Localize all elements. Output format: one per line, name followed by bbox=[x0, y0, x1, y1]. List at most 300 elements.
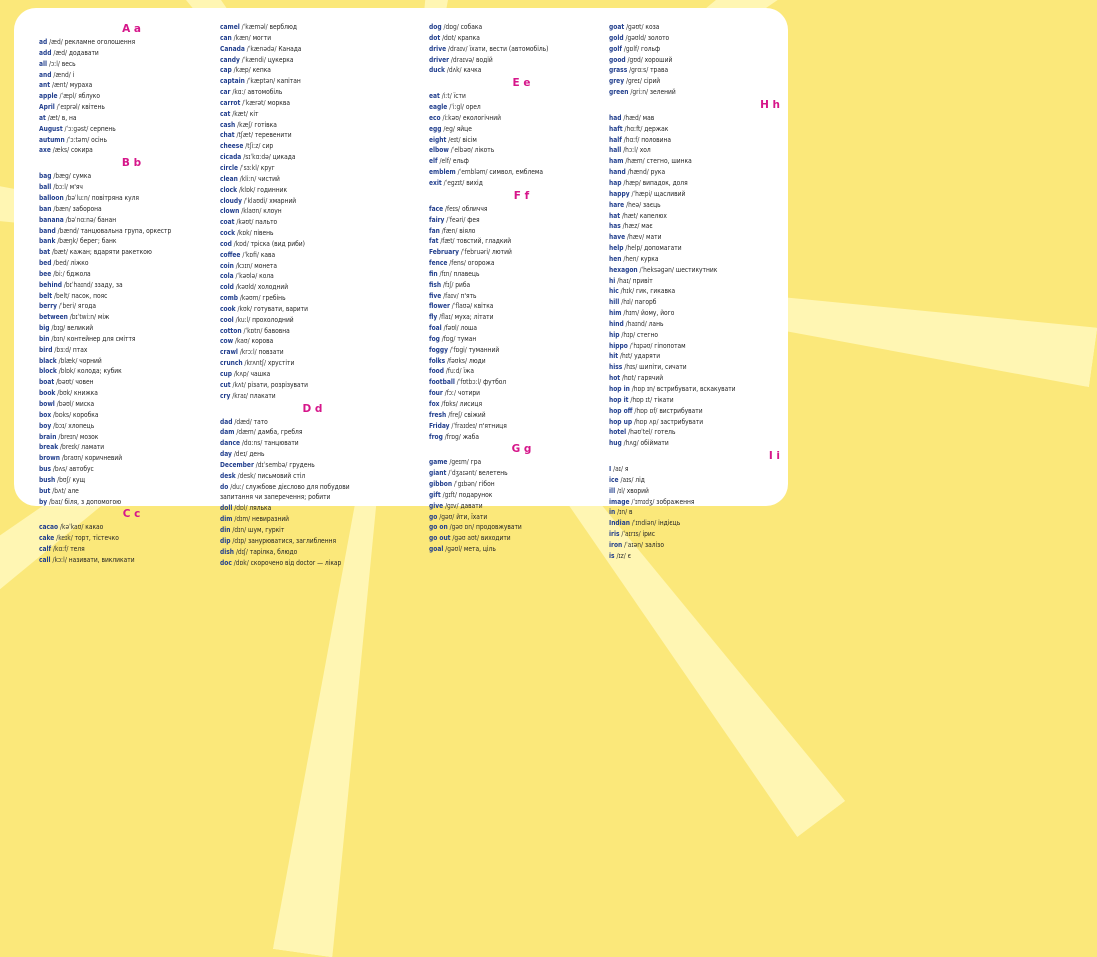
dictionary-entry bbox=[220, 130, 405, 141]
dictionary-entry bbox=[220, 438, 405, 449]
section-letter: E e bbox=[512, 77, 531, 90]
entry-meaning: рекламне оголошення bbox=[64, 38, 136, 46]
entry-transcription: /hɔːl/ bbox=[623, 146, 638, 155]
entry-word: frog bbox=[429, 432, 443, 441]
entry-meaning: квітка bbox=[474, 302, 494, 311]
dictionary-entry bbox=[609, 44, 794, 55]
entry-word: ad bbox=[39, 38, 48, 46]
dictionary-entry bbox=[429, 145, 614, 156]
dictionary-entry bbox=[429, 421, 614, 432]
entry-transcription: /dɪn/ bbox=[232, 525, 247, 534]
entry-word: grey bbox=[609, 77, 625, 86]
dictionary-entry bbox=[609, 395, 794, 406]
entry-transcription: /dɪp/ bbox=[232, 536, 247, 545]
entry-word: ant bbox=[39, 81, 51, 90]
entry-meaning: продовжувати bbox=[475, 523, 522, 532]
entry-meaning: випадок, доля bbox=[642, 178, 688, 187]
entry-meaning: мозок bbox=[79, 432, 99, 441]
entry-meaning: орел bbox=[465, 103, 481, 112]
entry-meaning: сірий bbox=[643, 77, 661, 86]
entry-meaning: човен bbox=[75, 378, 94, 387]
dictionary-entry bbox=[39, 215, 224, 226]
entry-transcription: /kɒk/ bbox=[236, 229, 252, 238]
dictionary-entry bbox=[609, 65, 794, 76]
dictionary-entry bbox=[609, 438, 794, 449]
dictionary-entry bbox=[39, 102, 224, 113]
entry-meaning: мета, ціль bbox=[463, 545, 496, 554]
dictionary-entry bbox=[429, 215, 614, 226]
entry-meaning: тікати bbox=[653, 395, 674, 404]
dictionary-entry bbox=[609, 87, 794, 98]
entry-transcription: /gɒlf/ bbox=[623, 44, 640, 53]
dictionary-entry bbox=[220, 503, 405, 514]
dictionary-entry bbox=[429, 334, 614, 345]
dictionary-entry bbox=[429, 22, 614, 33]
entry-transcription: /ˈfebruəri/ bbox=[460, 248, 490, 257]
entry-transcription: /klɒk/ bbox=[238, 185, 256, 194]
entry-meaning: додавати bbox=[68, 48, 99, 57]
entry-meaning: сумка bbox=[72, 172, 92, 181]
entry-transcription: /ˈsɜːkl/ bbox=[239, 163, 259, 172]
dictionary-entry bbox=[609, 341, 794, 352]
entry-transcription: /hɒp ɪn/ bbox=[631, 385, 655, 393]
entry-meaning: годинник bbox=[257, 185, 288, 194]
entry-meaning: контейнер для сміття bbox=[67, 334, 136, 343]
entry-transcription: /hæp/ bbox=[623, 178, 641, 187]
entry-meaning: вихід bbox=[466, 178, 483, 187]
column-1 bbox=[39, 22, 224, 566]
entry-transcription: /ˈhæpi/ bbox=[631, 189, 653, 198]
dictionary-entry bbox=[39, 70, 224, 81]
dictionary-entry bbox=[220, 547, 405, 558]
entry-word: bag bbox=[39, 172, 52, 181]
entry-meaning: вісім bbox=[462, 135, 477, 144]
entry-word: August bbox=[39, 124, 63, 133]
entry-meaning: цукерка bbox=[267, 55, 294, 64]
entry-meaning: риба bbox=[455, 280, 471, 289]
entry-word: din bbox=[220, 525, 231, 534]
entry-meaning: кіт bbox=[249, 109, 259, 118]
dictionary-entry bbox=[39, 497, 224, 508]
entry-word: hap bbox=[609, 178, 622, 187]
entry-meaning: тарілка, блюдо bbox=[249, 547, 298, 556]
dictionary-entry bbox=[220, 391, 405, 402]
dictionary-entry bbox=[429, 44, 614, 55]
entry-word: hotel bbox=[609, 428, 627, 437]
dictionary-entry bbox=[220, 261, 405, 272]
entry-meaning: гребінь bbox=[262, 294, 286, 303]
entry-meaning: сокира bbox=[71, 146, 93, 155]
entry-word: had bbox=[609, 113, 622, 122]
dictionary-entry bbox=[220, 120, 405, 131]
dictionary-entry bbox=[609, 551, 794, 562]
entry-word: game bbox=[429, 458, 448, 467]
entry-meaning: плакати bbox=[249, 391, 276, 400]
entry-transcription: /fuːd/ bbox=[445, 367, 462, 376]
entry-word: happy bbox=[609, 189, 630, 198]
entry-word: cold bbox=[220, 283, 234, 292]
entry-meaning: повітряна куля bbox=[91, 193, 139, 202]
dictionary-entry bbox=[220, 536, 405, 547]
entry-meaning: подарунок bbox=[458, 490, 493, 499]
entry-word: football bbox=[429, 378, 455, 387]
entry-transcription: /kɔɪn/ bbox=[235, 261, 253, 270]
entry-transcription: /gɪv/ bbox=[445, 501, 459, 510]
section-letter: H h bbox=[760, 98, 780, 111]
entry-word: iris bbox=[609, 530, 620, 539]
entry-transcription: /hɒt/ bbox=[622, 374, 636, 383]
entry-meaning: скорочено від doctor — лікар bbox=[250, 558, 342, 567]
entry-word: cut bbox=[220, 380, 231, 389]
entry-meaning: має bbox=[641, 222, 653, 231]
entry-word: bus bbox=[39, 465, 52, 474]
entry-word: clown bbox=[220, 207, 240, 216]
entry-meaning: корова bbox=[251, 337, 274, 346]
entry-meaning: готівка bbox=[254, 120, 277, 129]
entry-transcription: /kʊk/ bbox=[237, 304, 253, 313]
entry-meaning: символ, емблема bbox=[489, 168, 544, 177]
entry-transcription: /bəʊl/ bbox=[56, 400, 74, 408]
entry-meaning: шипіти, сичати bbox=[639, 363, 687, 372]
entry-meaning: готель bbox=[654, 428, 676, 437]
entry-meaning: письмовий стіл bbox=[257, 471, 306, 480]
dictionary-entry bbox=[429, 156, 614, 167]
dictionary-entry bbox=[39, 258, 224, 269]
entry-transcription: /gəʊld/ bbox=[625, 33, 646, 42]
entry-word: dad bbox=[220, 417, 233, 426]
entry-transcription: /dɒg/ bbox=[443, 23, 459, 31]
dictionary-entry bbox=[429, 167, 614, 178]
dictionary-entry bbox=[39, 145, 224, 156]
entry-meaning: виходити bbox=[480, 534, 511, 543]
entry-word: give bbox=[429, 501, 444, 510]
entry-transcription: /klaʊn/ bbox=[241, 207, 262, 216]
entry-transcription: /kæp/ bbox=[233, 66, 251, 75]
dictionary-entry bbox=[609, 286, 794, 297]
entry-meaning: шестикутник bbox=[675, 265, 718, 274]
entry-transcription: /ˈhɪpəʊ/ bbox=[629, 341, 653, 350]
dictionary-entry bbox=[39, 59, 224, 70]
entry-word: doll bbox=[220, 504, 233, 513]
entry-transcription: /ˈiːgl/ bbox=[449, 103, 464, 112]
entry-transcription: /braʊn/ bbox=[61, 454, 84, 463]
entry-word: captain bbox=[220, 77, 245, 86]
dictionary-entry bbox=[220, 369, 405, 380]
entry-meaning: крапка bbox=[457, 33, 480, 42]
entry-transcription: /greɪ/ bbox=[625, 77, 642, 86]
entry-meaning: кепка bbox=[252, 66, 271, 75]
dictionary-entry bbox=[220, 427, 405, 438]
entry-word: hiss bbox=[609, 363, 623, 372]
entry-transcription: /hɪp/ bbox=[621, 330, 636, 339]
dictionary-entry bbox=[220, 558, 405, 569]
dictionary-entry bbox=[609, 254, 794, 265]
entry-transcription: /hæt/ bbox=[621, 211, 638, 220]
entry-meaning: ельф bbox=[452, 157, 469, 166]
entry-transcription: /dɪm/ bbox=[234, 515, 251, 524]
entry-word: cool bbox=[220, 315, 234, 324]
entry-transcription: /hænd/ bbox=[627, 168, 649, 177]
entry-meaning: круг bbox=[260, 163, 275, 172]
entry-meaning: половина bbox=[641, 135, 672, 144]
entry-meaning: тато bbox=[253, 417, 268, 426]
dictionary-entry bbox=[429, 410, 614, 421]
entry-meaning: коробка bbox=[73, 410, 99, 419]
column-2 bbox=[220, 22, 405, 568]
entry-transcription: /bæg/ bbox=[53, 172, 71, 181]
entry-word: bank bbox=[39, 237, 56, 246]
entry-word: fresh bbox=[429, 410, 447, 419]
entry-word: eagle bbox=[429, 103, 448, 112]
dictionary-entry bbox=[609, 276, 794, 287]
entry-meaning: лід bbox=[635, 475, 645, 484]
entry-transcription: /hɪs/ bbox=[624, 363, 638, 372]
entry-transcription: /tʃiːz/ bbox=[245, 142, 261, 151]
dictionary-entry bbox=[39, 399, 224, 410]
entry-word: giant bbox=[429, 469, 447, 478]
entry-meaning: лань bbox=[648, 319, 664, 328]
entry-transcription: /fens/ bbox=[449, 259, 466, 268]
entry-word: ball bbox=[39, 183, 52, 192]
dictionary-entry bbox=[609, 189, 794, 200]
dictionary-entry bbox=[609, 167, 794, 178]
dictionary-entry bbox=[609, 330, 794, 341]
entry-meaning: мураха bbox=[69, 81, 93, 90]
entry-transcription: /iːt/ bbox=[441, 92, 452, 101]
entry-word: hop it bbox=[609, 395, 629, 404]
dictionary-entry bbox=[220, 196, 405, 207]
dictionary-entry bbox=[609, 135, 794, 146]
section-letter: A a bbox=[122, 23, 141, 35]
dictionary-entry bbox=[609, 265, 794, 276]
entry-transcription: /æt/ bbox=[47, 113, 60, 122]
entry-transcription: /biː/ bbox=[53, 269, 65, 278]
entry-word: autumn bbox=[39, 135, 65, 144]
dictionary-entry bbox=[220, 358, 405, 369]
entry-transcription: /kæʃ/ bbox=[237, 120, 253, 129]
entry-transcription: /gəʊt/ bbox=[626, 23, 644, 31]
entry-transcription: /draɪv/ bbox=[448, 44, 468, 53]
entry-transcription: /ˈklaʊdi/ bbox=[243, 196, 268, 205]
entry-word: in bbox=[609, 508, 616, 517]
entry-transcription: /kæt/ bbox=[232, 109, 248, 118]
entry-transcription: /kʌt/ bbox=[232, 380, 246, 389]
entry-meaning: люди bbox=[468, 356, 486, 365]
entry-meaning: морква bbox=[267, 98, 290, 107]
entry-word: cock bbox=[220, 229, 236, 238]
dictionary-entry bbox=[609, 76, 794, 87]
entry-transcription: /bæt/ bbox=[51, 248, 68, 257]
entry-word: dot bbox=[429, 33, 441, 42]
entry-meaning: екологічний bbox=[462, 113, 501, 122]
dictionary-entry bbox=[609, 124, 794, 135]
entry-meaning: миска bbox=[75, 400, 95, 408]
dictionary-entry bbox=[39, 312, 224, 323]
entry-word: go on bbox=[429, 523, 448, 532]
entry-meaning: бавовна bbox=[264, 326, 290, 335]
entry-transcription: /bɔːl/ bbox=[53, 183, 68, 192]
entry-word: hug bbox=[609, 439, 622, 448]
dictionary-entry bbox=[609, 156, 794, 167]
entry-word: iron bbox=[609, 540, 623, 549]
entry-transcription: /bɪˈhaɪnd/ bbox=[63, 280, 93, 289]
entry-meaning: пасок, пояс bbox=[71, 291, 108, 300]
entry-word: foal bbox=[429, 324, 442, 333]
entry-transcription: /kliːn/ bbox=[239, 174, 257, 183]
entry-word: cup bbox=[220, 370, 232, 378]
entry-transcription: /frɒg/ bbox=[444, 432, 461, 441]
entry-transcription: /æks/ bbox=[52, 146, 70, 155]
entry-meaning: стегно, шинка bbox=[646, 157, 692, 166]
entry-meaning: залізо bbox=[644, 540, 664, 549]
entry-meaning: в, на bbox=[61, 113, 77, 122]
dictionary-entry bbox=[429, 55, 614, 66]
dictionary-entry bbox=[609, 475, 794, 486]
entry-transcription: /kaʊ/ bbox=[234, 337, 250, 346]
entry-transcription: /dɒt/ bbox=[442, 33, 456, 42]
entry-transcription: /bʌt/ bbox=[52, 486, 66, 495]
entry-word: cotton bbox=[220, 326, 242, 335]
dictionary-entry bbox=[609, 406, 794, 417]
entry-transcription: /blæk/ bbox=[58, 356, 78, 365]
entry-transcription: /dæd/ bbox=[234, 417, 252, 426]
entry-meaning: шум, гуркіт bbox=[248, 525, 285, 534]
entry-meaning: верблюд bbox=[269, 23, 297, 31]
dictionary-entry bbox=[609, 178, 794, 189]
dictionary-entry bbox=[39, 236, 224, 247]
entry-word: driver bbox=[429, 55, 450, 64]
entry-meaning: птах bbox=[72, 345, 88, 354]
entry-meaning: весь bbox=[61, 59, 76, 68]
dictionary-entry bbox=[220, 417, 405, 428]
entry-transcription: /kɔːl/ bbox=[52, 555, 67, 564]
entry-word: fan bbox=[429, 226, 440, 235]
entry-meaning: ламати bbox=[81, 443, 105, 452]
entry-word: image bbox=[609, 497, 630, 506]
entry-word: at bbox=[39, 113, 46, 122]
dictionary-entry bbox=[39, 464, 224, 475]
dictionary-entry bbox=[429, 178, 614, 189]
dictionary-entry bbox=[429, 323, 614, 334]
dictionary-entry bbox=[429, 356, 614, 367]
entry-transcription: /eɪt/ bbox=[448, 135, 461, 144]
entry-word: five bbox=[429, 291, 442, 300]
dictionary-entry bbox=[609, 221, 794, 232]
entry-transcription: /fɒks/ bbox=[441, 400, 458, 408]
entry-meaning: мав bbox=[642, 113, 655, 122]
entry-transcription: /geɪm/ bbox=[449, 458, 469, 467]
entry-meaning: осінь bbox=[91, 135, 108, 144]
entry-meaning: йому, його bbox=[640, 309, 675, 318]
entry-meaning: автобус bbox=[69, 465, 94, 474]
entry-word: gold bbox=[609, 33, 624, 42]
entry-transcription: /bæn/ bbox=[53, 204, 71, 213]
entry-meaning: чотири bbox=[457, 389, 481, 398]
dictionary-entry bbox=[220, 76, 405, 87]
entry-word: bird bbox=[39, 345, 53, 354]
dictionary-entry bbox=[429, 204, 614, 215]
dictionary-entry bbox=[39, 522, 224, 533]
entry-meaning: п'ять bbox=[460, 291, 477, 300]
entry-meaning: заєць bbox=[643, 200, 661, 209]
entry-meaning: танцювати bbox=[264, 439, 299, 448]
entry-transcription: /ˈdʒaɪənt/ bbox=[448, 469, 477, 478]
entry-word: block bbox=[39, 367, 57, 376]
entry-transcription: /dɑːns/ bbox=[241, 439, 263, 448]
entry-transcription: /ˈkɒtn/ bbox=[243, 326, 263, 335]
entry-transcription: /duː/ bbox=[230, 482, 244, 491]
dictionary-entry bbox=[429, 113, 614, 124]
entry-word: hind bbox=[609, 319, 624, 328]
entry-word: bush bbox=[39, 475, 56, 484]
entry-word: do bbox=[220, 482, 229, 491]
entry-transcription: /bɒks/ bbox=[53, 410, 72, 419]
entry-word: and bbox=[39, 70, 52, 79]
entry-meaning: товстий, гладкий bbox=[456, 237, 512, 246]
entry-meaning: встрибувати, вскакувати bbox=[656, 385, 736, 393]
dictionary-entry bbox=[220, 141, 405, 152]
entry-word: eight bbox=[429, 135, 447, 144]
dictionary-entry bbox=[220, 471, 405, 482]
dictionary-entry bbox=[220, 22, 405, 33]
entry-word: chat bbox=[220, 131, 235, 140]
dictionary-entry bbox=[429, 33, 614, 44]
entry-transcription: /fɪʃ/ bbox=[443, 280, 454, 289]
entry-word: gibbon bbox=[429, 480, 453, 489]
entry-word: big bbox=[39, 324, 50, 333]
entry-word: dance bbox=[220, 439, 241, 448]
entry-meaning: гарячий bbox=[637, 374, 664, 383]
dictionary-entry bbox=[39, 475, 224, 486]
entry-transcription: /ɪl/ bbox=[617, 486, 625, 495]
entry-transcription: /ænd/ bbox=[53, 70, 71, 79]
dictionary-entry bbox=[609, 497, 794, 508]
entry-transcription: /grɑːs/ bbox=[629, 66, 649, 75]
entry-meaning: м'яч bbox=[69, 183, 83, 192]
entry-meaning: гра bbox=[470, 458, 482, 467]
entry-meaning: в bbox=[629, 508, 633, 517]
entry-meaning: монета bbox=[254, 261, 278, 270]
entry-transcription: /kuːl/ bbox=[235, 315, 251, 324]
entry-word: crunch bbox=[220, 359, 243, 368]
dictionary-entry bbox=[609, 540, 794, 551]
dictionary-entry bbox=[609, 417, 794, 428]
dictionary-entry bbox=[609, 243, 794, 254]
entry-word: flower bbox=[429, 302, 450, 311]
entry-transcription: /ˈgɪbən/ bbox=[453, 480, 477, 489]
entry-meaning: біля, з допомогою bbox=[64, 497, 122, 506]
dictionary-entry bbox=[39, 533, 224, 544]
dictionary-entry bbox=[220, 449, 405, 460]
entry-meaning: день bbox=[249, 450, 265, 459]
dictionary-entry bbox=[429, 366, 614, 377]
entry-word: day bbox=[220, 450, 232, 459]
entry-word: book bbox=[39, 389, 56, 398]
entry-meaning: колода; кубик bbox=[77, 367, 122, 376]
entry-transcription: /bɪn/ bbox=[51, 334, 66, 343]
entry-transcription: /hɪk/ bbox=[620, 287, 635, 296]
entry-transcription: /haɪ/ bbox=[617, 276, 631, 285]
entry-meaning: цикада bbox=[272, 153, 296, 162]
entry-meaning: зелений bbox=[649, 88, 676, 97]
section-letter: D d bbox=[302, 402, 323, 415]
entry-word: elf bbox=[429, 157, 438, 166]
dictionary-entry bbox=[429, 468, 614, 479]
entry-word: camel bbox=[220, 23, 240, 31]
entry-transcription: /aɪ/ bbox=[613, 465, 623, 474]
dictionary-entry bbox=[220, 55, 405, 66]
dictionary-entry bbox=[220, 109, 405, 120]
